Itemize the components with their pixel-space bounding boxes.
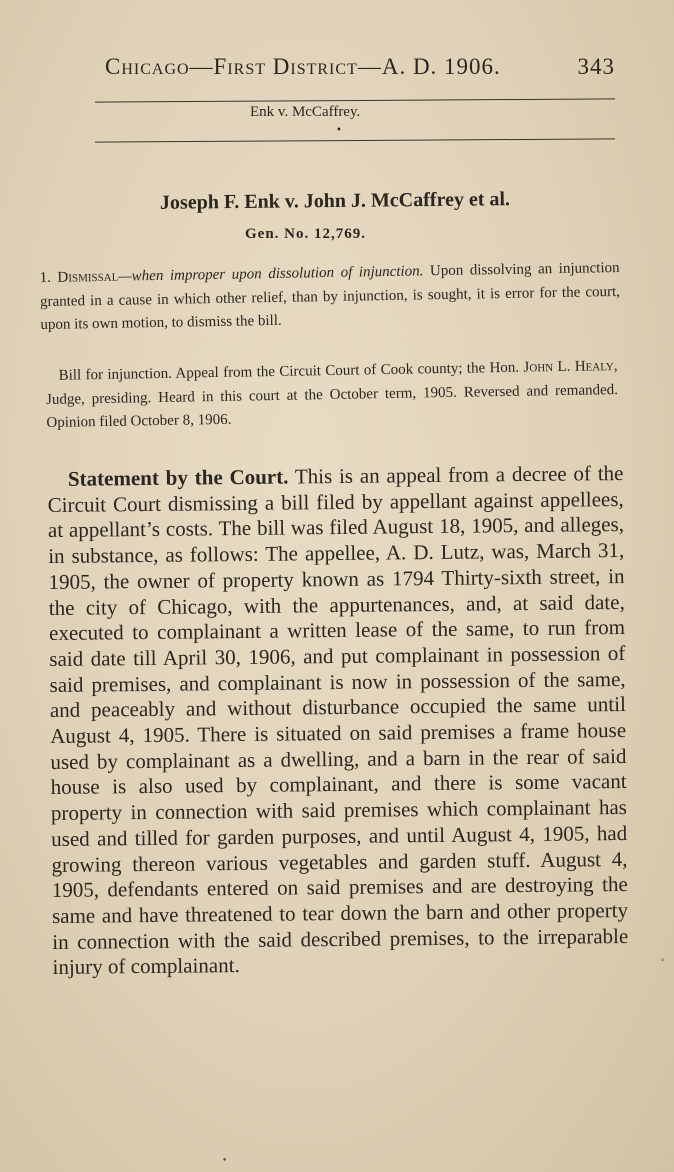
case-short-title: Enk v. McCaffrey.: [250, 104, 361, 120]
running-head: [105, 54, 615, 80]
statement-by-court: [47, 461, 628, 981]
header-rule-bottom: [95, 138, 615, 142]
bottom-mark: •: [222, 1156, 228, 1166]
statement-body: This is an appeal from a decree of the Circuit Court dismissing a bill filed by appellant against appellees, at appellant’s costs. The bill was filed August 18, 1905, and alleges, in substance, as follows: The appellee, A. D. Lutz, was, March 31, 1905, the owner of property known as 1794 Thirty-sixth street, in the city of Chicago, with the appurtenances, and, at said date, executed to complainant a written lease of the same, to run from said date till April 30, 1906, and put complainant in possession of said premises, and complainant is now in possession of the same, and peaceably and without disturbance occupied the same until August 4, 1905. There is situated on said premises a frame house used by complainant as a dwelling, and a barn in the rear of said house is also used by complainant, and there is some vacant property in connection with said premises which complainant has used and tilled for garden purposes, and until August 4, 1905, had growing thereon various vegetables and garden stuff. August 4, 1905, defendants entered on said premises and are destroying the same and have threatened to tear down the barn and other property in connection with the said described premises, to the irreparable injury of complainant.: [47, 460, 629, 980]
history-text-after: , Judge, presiding. Heard in this court at the October term, 1905. Reversed and remanded. Opinion filed October 8, 1906.: [45, 358, 619, 431]
header-rule-top: [95, 98, 615, 102]
running-head-title: Chicago—First District—A. D. 1906.: [105, 54, 501, 79]
headnote-topic-detail: —when improper upon dissolution of injunction.: [118, 263, 424, 285]
general-number: Gen. No. 12,769.: [245, 226, 366, 242]
ornament-dot: •: [336, 125, 342, 136]
page-number: 343: [577, 54, 615, 79]
history-text-before: Bill for injunction. Appeal from the Circuit Court of Cook county; the Hon.: [58, 359, 524, 384]
procedural-history: [45, 355, 618, 435]
headnote-topic: Dismissal: [57, 268, 119, 286]
headnote-number: 1.: [39, 269, 52, 287]
headnote: [39, 257, 620, 338]
statement-lead: Statement by the Court.: [67, 464, 289, 491]
case-title: Joseph F. Enk v. John J. McCaffrey et al.: [159, 188, 511, 214]
judge-name: John L. Healy: [523, 358, 614, 376]
margin-mark: ˬ: [660, 950, 665, 961]
headnote-text: Upon dissolving an injunction granted in a cause in which other relief, than by injunction, is sought, it is error for the court, upon its own motion, to dismiss the bill.: [39, 259, 621, 334]
